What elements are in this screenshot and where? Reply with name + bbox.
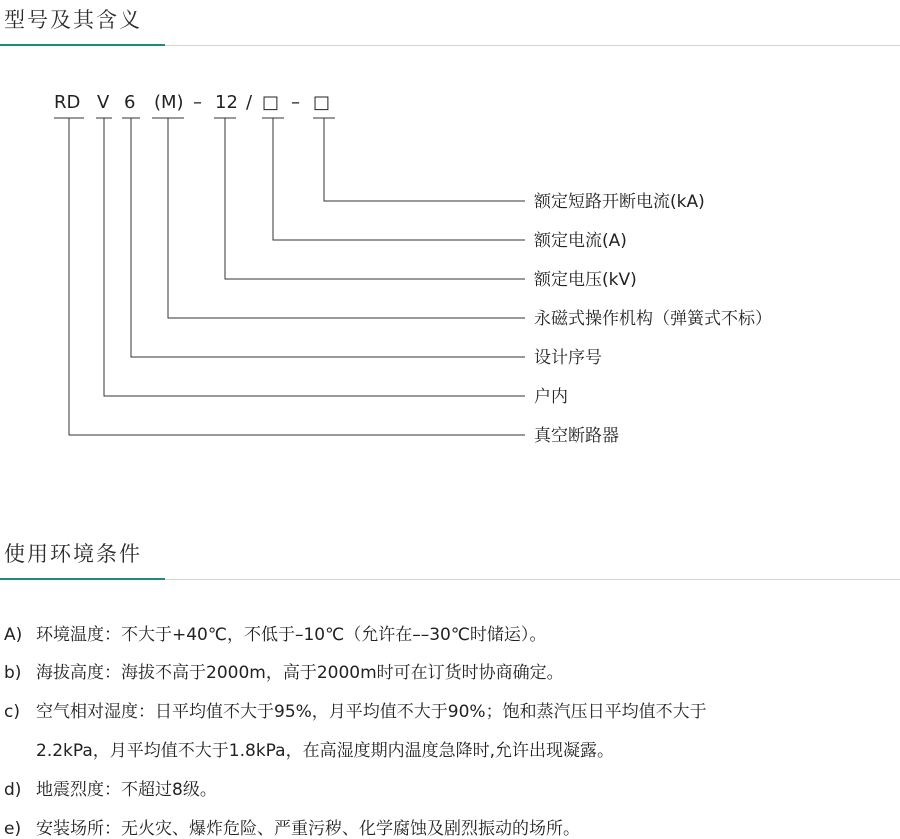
- section-title-model: 型号及其含义: [4, 8, 142, 32]
- code-part-slash: /: [246, 92, 253, 113]
- section-rule-accent: [0, 44, 165, 46]
- condition-item: [4, 658, 564, 683]
- code-part-v: V: [97, 92, 110, 113]
- section-rule-accent: [0, 578, 165, 580]
- meaning-rated-voltage: 额定电压(kV): [534, 270, 637, 290]
- condition-text: 安装场所：无火灾、爆炸危险、严重污秽、化学腐蚀及剧烈振动的场所。: [36, 819, 580, 839]
- condition-text: 环境温度：不大于+40℃，不低于–10℃（允许在––30℃时储运）。: [36, 625, 547, 645]
- connector-design-number: [131, 118, 525, 357]
- meaning-indoor: 户内: [534, 387, 568, 407]
- meaning-vacuum-breaker: 真空断路器: [534, 426, 619, 446]
- condition-mark: A): [4, 625, 23, 645]
- condition-text: 海拔高度：海拔不高于2000m，高于2000m时可在订货时协商确定。: [36, 663, 564, 683]
- code-part-12: 12: [215, 92, 238, 113]
- condition-text: 地震烈度：不超过8级。: [36, 780, 217, 800]
- section-title-environment: 使用环境条件: [4, 542, 142, 566]
- code-part-dash-2: –: [291, 92, 300, 113]
- condition-text: 空气相对湿度：日平均值不大于95%，月平均值不大于90%；饱和蒸汽压日平均值不大于: [36, 702, 707, 722]
- condition-item: [4, 697, 707, 722]
- code-part-m: (M): [154, 92, 184, 113]
- code-part-box-2: □: [313, 92, 331, 113]
- connector-rated-voltage: [225, 118, 525, 279]
- condition-continuation: 2.2kPa，月平均值不大于1.8kPa，在高湿度期内温度急降时,允许出现凝露。: [36, 741, 614, 761]
- condition-item: [4, 775, 217, 800]
- connector-actuator: [168, 118, 525, 318]
- meaning-design-number: 设计序号: [534, 348, 602, 368]
- condition-mark: e): [4, 819, 22, 839]
- code-part-box-1: □: [262, 92, 280, 113]
- condition-item: [4, 814, 580, 839]
- meaning-short-circuit-current: 额定短路开断电流(kA): [534, 192, 705, 212]
- code-part-dash-1: –: [193, 92, 202, 113]
- code-part-6: 6: [124, 92, 136, 113]
- condition-mark: b): [4, 663, 22, 683]
- connector-indoor: [104, 118, 525, 396]
- condition-item: [4, 620, 546, 645]
- model-code-diagram: [0, 80, 900, 460]
- connector-short-circuit-current: [324, 118, 525, 201]
- code-part-rd: RD: [54, 92, 81, 113]
- condition-mark: d): [4, 780, 22, 800]
- connector-rated-current: [273, 118, 525, 240]
- condition-mark: c): [4, 702, 20, 722]
- connector-vacuum-breaker: [69, 118, 525, 435]
- meaning-actuator: 永磁式操作机构（弹簧式不标）: [534, 309, 772, 329]
- meaning-rated-current: 额定电流(A): [534, 231, 627, 251]
